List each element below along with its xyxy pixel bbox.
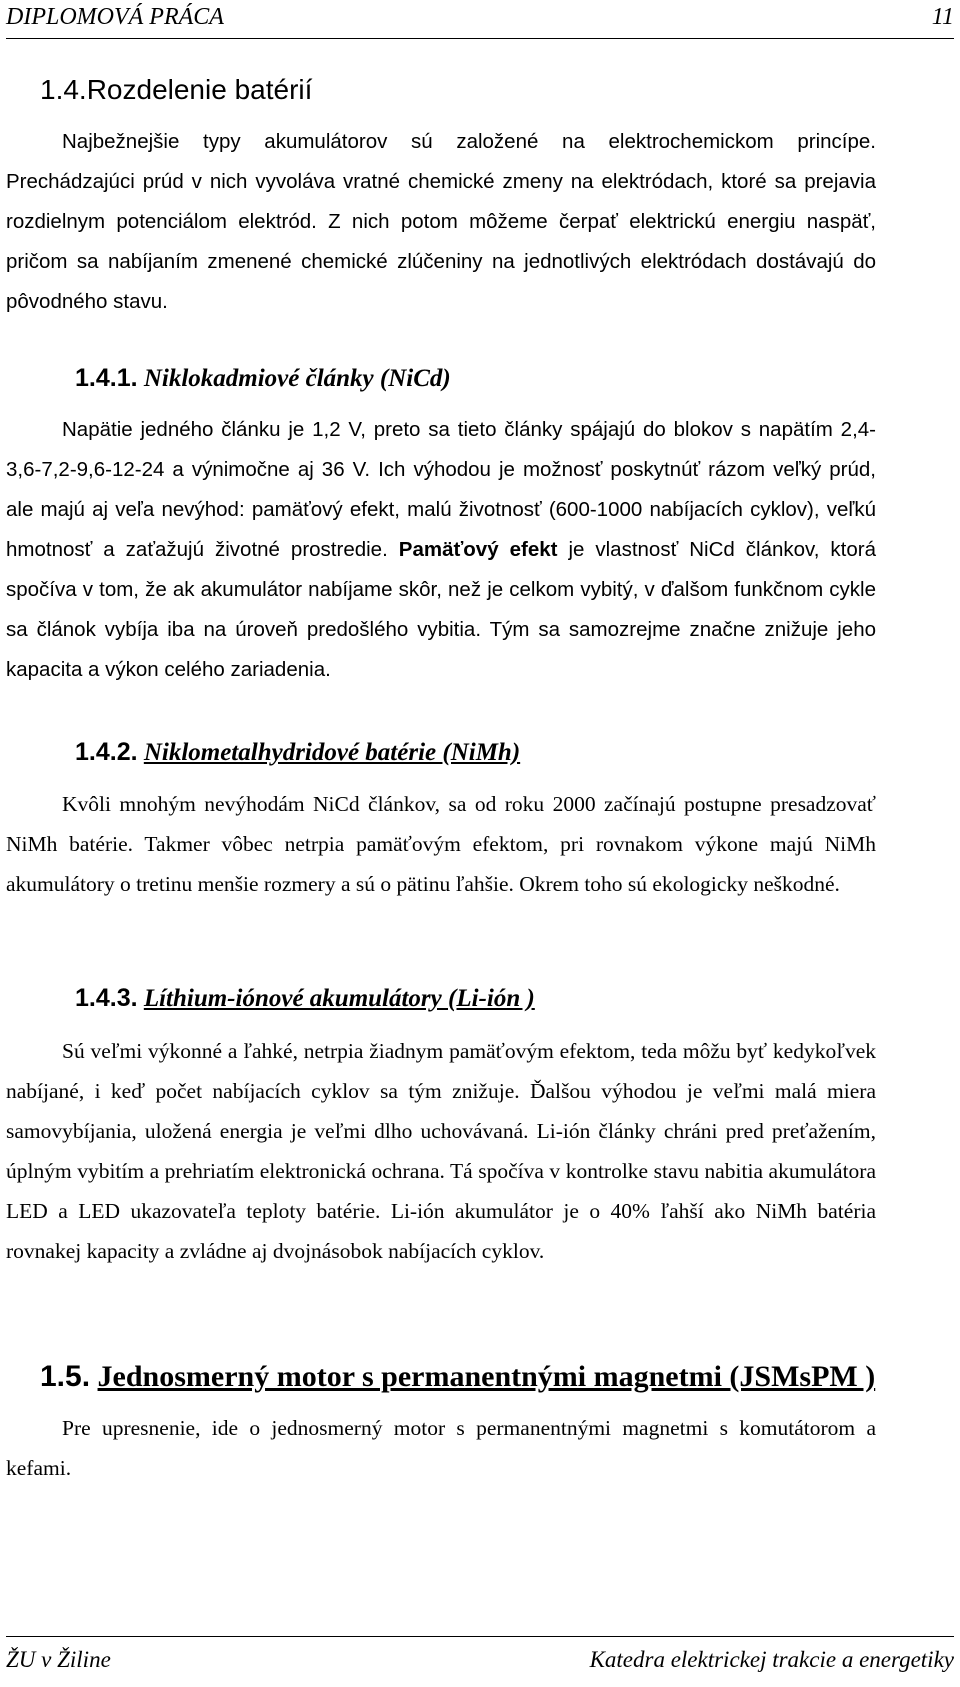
bold-term: Pamäťový efekt bbox=[398, 538, 558, 561]
section-title: Niklokadmiové články (NiCd) bbox=[143, 365, 451, 392]
section-title: Rozdelenie batérií bbox=[86, 74, 313, 105]
page-header bbox=[6, 4, 954, 39]
footer-university: ŽU v Žiline bbox=[6, 1647, 111, 1672]
paragraph-text: Najbežnejšie typy akumulátorov sú založené na elektrochemickom princípe. Prechádzajúci prúd v nich vyvoláva vratné chemické zmeny na elektródach, ktoré sa prejavia rozdielnym potenciálom elektród. Z nich potom môžeme čerpať elektrickú energiu naspäť, pričom sa nabíjaním zmenené chemické zlúčeniny na jednotlivých elektródach dostávajú do pôvodného stavu. bbox=[6, 130, 876, 313]
section-number: 1.5. bbox=[40, 1360, 91, 1393]
paragraph-text: Sú veľmi výkonné a ľahké, netrpia žiadnym pamäťovým efektom, teda môžu byť kedykoľvek nabíjané, i keď počet nabíjacích cyklov sa tým znižuje. Ďalšou výhodou je veľmi malá miera samovybíjania, uložená energia je veľmi dlho uchovávaná. Li-ión články chráni pred preťažením, úplným vybitím a prehriatím elektronická ochrana. Tá spočíva v kontrolke stavu nabitia akumulátora LED a LED ukazovateľa teploty batérie. Li-ión akumulátor je o 40% ľahší ako NiMh batéria rovnakej kapacity a zvládne aj dvojnásobok nabíjacích cyklov. bbox=[6, 1039, 876, 1263]
paragraph-1-5 bbox=[6, 1408, 876, 1488]
paragraph-1-4 bbox=[6, 122, 876, 322]
paragraph-text: Kvôli mnohým nevýhodám NiCd článkov, sa od roku 2000 začínajú postupne presadzovať NiMh batérie. Takmer vôbec netrpia pamäťovým efektom, pri rovnakom výkone majú NiMh akumulátory o tretinu menšie rozmery a sú o pätinu ľahšie. Okrem toho sú ekologicky neškodné. bbox=[6, 792, 876, 896]
section-number: 1.4.2. bbox=[75, 738, 138, 766]
paragraph-text-a: Napätie jedného článku je 1,2 V, preto sa tieto články spájajú do blokov s napätím 2,4-3,6-7,2-9,6-12-24 a výnimočne aj 36 V. Ich výhodou je možnosť poskytnúť rázom veľký prúd, ale majú aj veľa nevýhod: pamäťový efekt, malú životnosť (600-1000 nabíjacích cyklov), veľkú hmotnosť a zaťažujú životné prostredie. bbox=[6, 418, 876, 561]
section-title: Jednosmerný motor s permanentnými magnetmi (JSMsPM ) bbox=[97, 1360, 876, 1393]
header-title: DIPLOMOVÁ PRÁCA bbox=[6, 4, 224, 30]
section-title: Líthium-iónové akumulátory (Li-ión ) bbox=[143, 985, 535, 1012]
section-heading-1-4-3 bbox=[75, 984, 535, 1013]
paragraph-text: Pre upresnenie, ide o jednosmerný motor s permanentnými magnetmi s komutátorom a kefami. bbox=[6, 1416, 876, 1480]
paragraph-1-4-3 bbox=[6, 1031, 876, 1271]
page-footer bbox=[6, 1636, 954, 1683]
paragraph-1-4-1 bbox=[6, 410, 876, 690]
paragraph-text-b: je vlastnosť NiCd článkov, ktorá spočíva v tom, že ak akumulátor nabíjame skôr, než je celkom vybitý, v ďalšom funkčnom cykle sa článok vybíja iba na úroveň predošlého vybitia. Tým sa samozrejme značne znižuje jeho kapacita a výkon celého zariadenia. bbox=[6, 538, 877, 681]
section-number: 1.4.1. bbox=[75, 364, 138, 392]
paragraph-1-4-2 bbox=[6, 784, 876, 904]
section-heading-1-4-2 bbox=[75, 738, 520, 767]
section-title: Niklometalhydridové batérie (NiMh) bbox=[143, 739, 521, 766]
section-number: 1.4.3. bbox=[75, 984, 138, 1012]
page-number: 11 bbox=[931, 4, 954, 30]
footer-department: Katedra elektrickej trakcie a energetiky bbox=[589, 1647, 954, 1672]
section-heading-1-4-1 bbox=[75, 364, 451, 393]
section-heading-1-5 bbox=[40, 1360, 875, 1394]
section-heading-1-4 bbox=[40, 74, 312, 107]
section-number: 1.4. bbox=[40, 74, 87, 105]
